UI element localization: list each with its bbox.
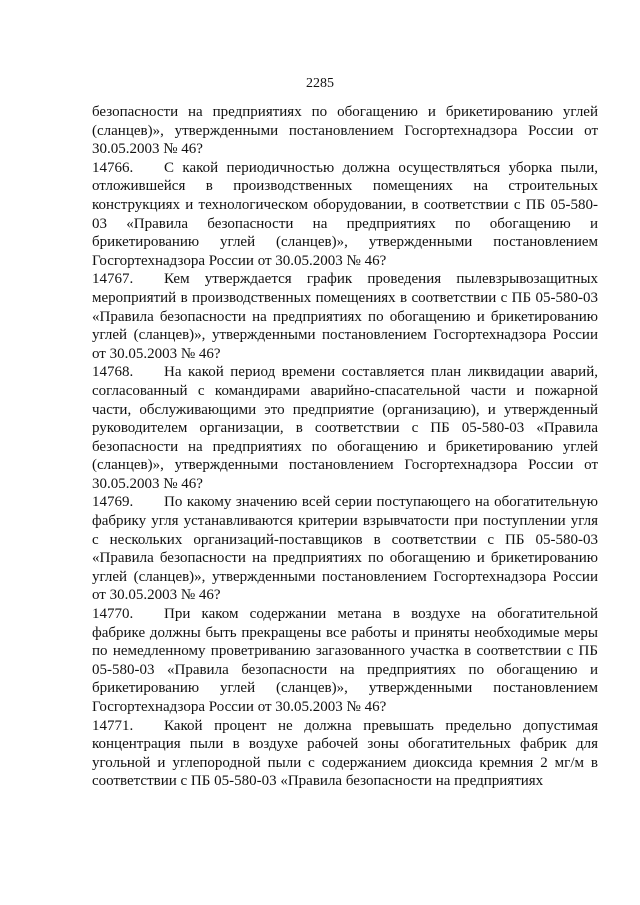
question-number: 14767.	[92, 271, 134, 288]
question-text: Какой процент не должна превышать предельно допустимая концентрация пыли в воздухе рабочей зоны обогатительных фабрик для угольной и углепородной пыли с содержанием диоксида кремния 2 мг/м в соответствии с ПБ 05-580-03 «Правила безопасности на предприятиях	[92, 717, 598, 790]
question-number: 14771.	[92, 717, 134, 734]
question-text: Кем утверждается график проведения пылевзрывозащитных мероприятий в производственных помещениях в соответствии с ПБ 05-580-03 «Правила безопасности на предприятиях по обогащению и брикетированию углей (сланцев)», утвержденными постановлением Госгортехнадзора России от 30.05.2003 № 46?	[92, 271, 598, 362]
question-text: На какой период времени составляется план ликвидации аварий, согласованный с командирами аварийно-спасательной части и пожарной части, обслуживающими это предприятие (организацию), и утвержденный руководителем организации, в соответствии с ПБ 05-580-03 «Правила безопасности на предприятиях по обогащению и брикетированию углей (сланцев)», утвержденными постановлением Госгортехнадзора России от 30.05.2003 № 46?	[92, 364, 598, 492]
question-14766	[92, 159, 598, 271]
question-number: 14766.	[92, 159, 134, 176]
question-14768	[92, 363, 598, 493]
question-14767	[92, 270, 598, 363]
page-number: 2285	[306, 76, 334, 91]
question-14770	[92, 605, 598, 717]
question-text: С какой периодичностью должна осуществляться уборка пыли, отложившейся в производственных помещениях на строительных конструкциях и технологическом оборудовании, в соответствии с ПБ 05-580-03 «Правила безопасности на предприятиях по обогащению и брикетированию углей (сланцев)», утвержденными постановлением Госгортехнадзора России от 30.05.2003 № 46?	[92, 159, 598, 269]
question-text: По какому значению всей серии поступающего на обогатительную фабрику угля устанавливаются критерии взрывчатости при поступлении угля с нескольких организаций-поставщиков в соответствии с ПБ 05-580-03 «Правила безопасности на предприятиях по обогащению и брикетированию углей (сланцев)», утвержденными постановлением Госгортехнадзора России от 30.05.2003 № 46?	[92, 494, 598, 604]
question-number: 14770.	[92, 606, 134, 623]
question-14771	[92, 717, 598, 791]
continuation-paragraph: безопасности на предприятиях по обогащению и брикетированию углей (сланцев)», утвержденными постановлением Госгортехнадзора России от 30.05.2003 № 46?	[92, 104, 598, 158]
question-number: 14768.	[92, 364, 134, 381]
document-body	[92, 103, 598, 791]
question-text: При каком содержании метана в воздухе на обогатительной фабрике должны быть прекращены все работы и приняты необходимые меры по немедленному проветриванию загазованного участка в соответствии с ПБ 05-580-03 «Правила безопасности на предприятиях по обогащению и брикетированию углей (сланцев)», утвержденными постановлением Госгортехнадзора России от 30.05.2003 № 46?	[92, 606, 598, 715]
question-14769	[92, 493, 598, 605]
question-number: 14769.	[92, 494, 134, 511]
